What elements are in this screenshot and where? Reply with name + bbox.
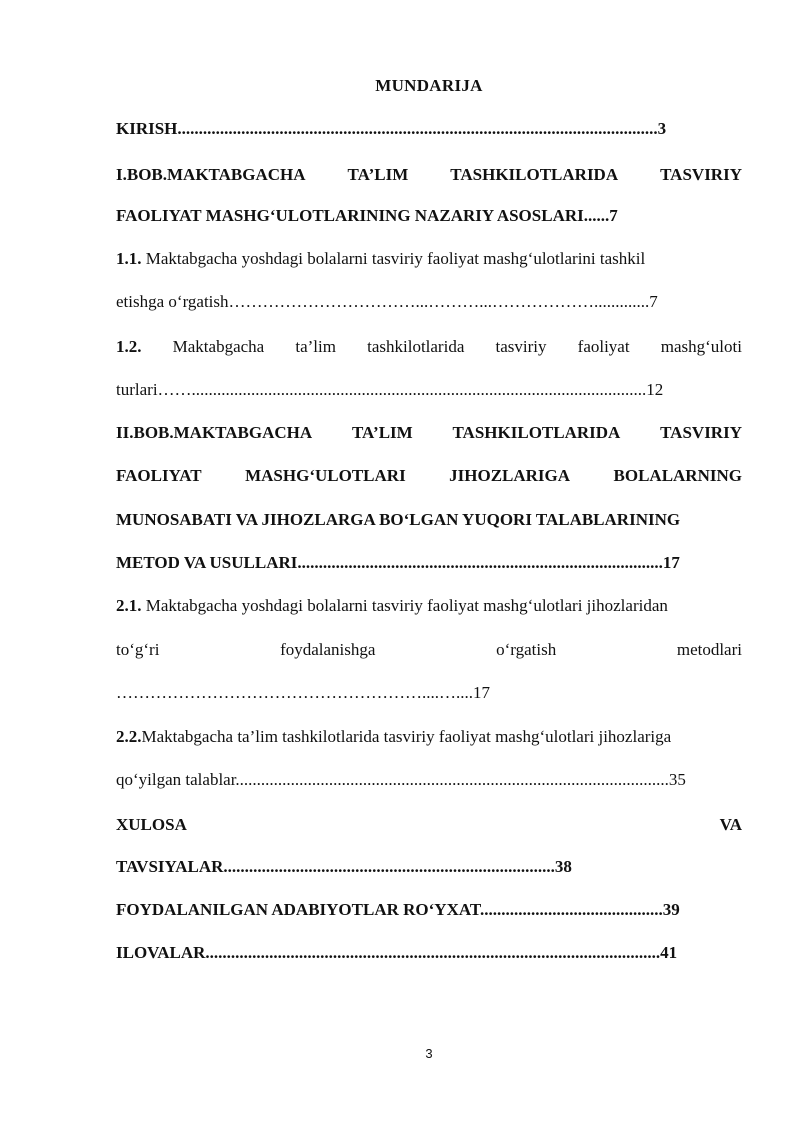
toc-entry-xulosa-line1 [116,814,742,836]
toc-word: TA’LIM [351,423,413,442]
section-number: 2.2. [116,727,142,746]
toc-entry-ilovalar: ILOVALAR...........................................................................................................41 [116,943,678,962]
toc-entry-xulosa-line2: TAVSIYALAR..............................................................................38 [116,857,572,876]
toc-entry-2-1-line3: ………………………………………………....…....17 [116,683,490,702]
toc-word: tashkilotlarida [367,337,465,356]
toc-entry-bob2-line3: MUNOSABATI VA JIHOZLARGA BO‘LGAN YUQORI TALABLARINING [116,510,681,529]
toc-word: mashg‘uloti [660,337,742,356]
toc-word: to‘g‘ri [116,640,160,659]
toc-word: TASVIRIY [660,423,742,442]
toc-word: TASHKILOTLARIDA [452,423,621,442]
toc-word: metodlari [676,640,742,659]
toc-entry-foydalanilgan: FOYDALANILGAN ADABIYOTLAR RO‘YXAT...........................................39 [116,900,680,919]
toc-word: VA [719,815,742,834]
toc-word: MASHG‘ULOTLARI [245,466,406,485]
section-title: Maktabgacha yoshdagi bolalarni tasviriy faoliyat mashg‘ulotlarini tashkil [141,249,646,268]
section-number: 1.1. [116,249,142,268]
toc-entry-1-1-line1 [116,248,742,270]
toc-word: BOLALARNING [613,466,742,485]
toc-word: I.BOB.MAKTABGACHA [116,165,306,184]
section-title: Maktabgacha yoshdagi bolalarni tasviriy faoliyat mashg‘ulotlari jihozlaridan [141,596,668,615]
toc-word: JIHOZLARIGA [449,466,571,485]
section-title: Maktabgacha ta’lim tashkilotlarida tasviriy faoliyat mashg‘ulotlari jihozlariga [141,727,672,746]
toc-word: TASVIRIY [660,165,742,184]
toc-entry-kirish: KIRISH.................................................................................................................3 [116,119,667,138]
page-number: 3 [425,1046,433,1061]
toc-word: tasviriy [495,337,547,356]
toc-entry-bob1-line1 [116,164,742,186]
toc-word: II.BOB.MAKTABGACHA [116,423,313,442]
toc-entry-1-2-line1 [116,336,742,358]
section-number: 1.2. [116,337,142,356]
toc-entry-2-1-line2 [116,639,742,661]
toc-entry-bob2-line2 [116,465,742,487]
section-number: 2.1. [116,596,142,615]
toc-word: foydalanishga [280,640,376,659]
toc-word: faoliyat [577,337,630,356]
toc-entry-2-2-line1 [116,726,742,748]
toc-word: FAOLIYAT [116,466,202,485]
toc-entry-1-2-line2: turlari……...........................................................................................................12 [116,380,664,399]
toc-word: o‘rgatish [496,640,557,659]
toc-word: XULOSA [116,815,187,834]
toc-entry-2-1-line1 [116,595,742,617]
toc-entry-bob1-line2: FAOLIYAT MASHG‘ULOTLARINING NAZARIY ASOSLARI......7 [116,206,618,225]
toc-entry-2-2-line2: qo‘yilgan talablar......................................................................................................35 [116,770,686,789]
toc-word: ta’lim [295,337,336,356]
toc-entry-bob2-line4: METOD VA USULLARI......................................................................................17 [116,553,680,572]
toc-word: Maktabgacha [172,337,265,356]
toc-word: TASHKILOTLARIDA [450,165,619,184]
toc-title: MUNDARIJA [375,76,483,95]
toc-entry-bob2-line1 [116,422,742,444]
toc-word: TA’LIM [347,165,409,184]
toc-entry-1-1-line2: etishga o‘rgatish……………………………...………...……………….............7 [116,292,658,311]
